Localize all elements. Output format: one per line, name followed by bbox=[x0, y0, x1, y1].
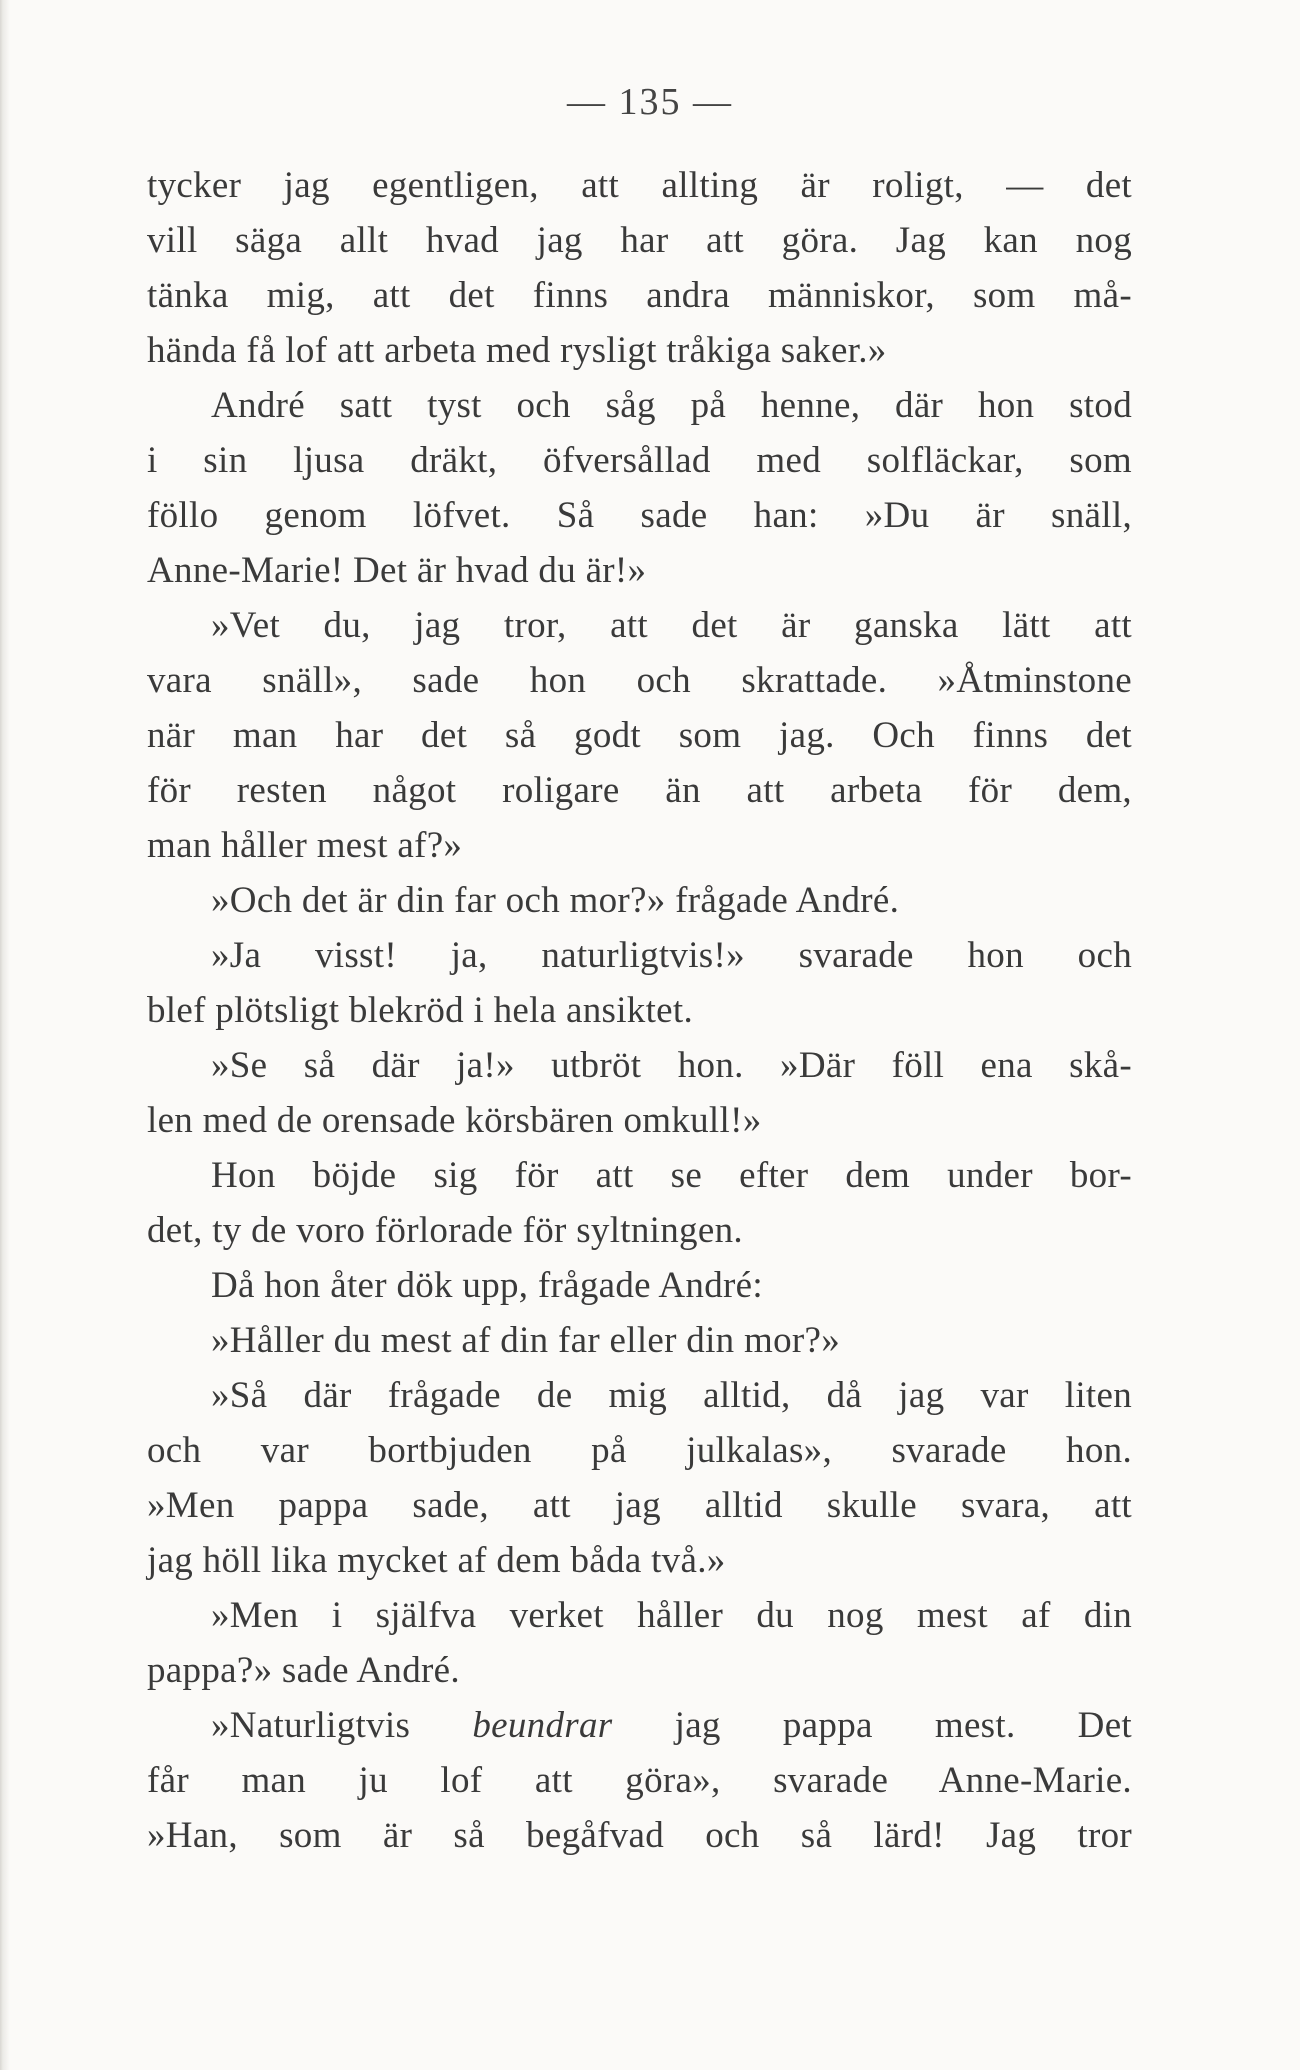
text-line: i sin ljusa dräkt, öfversållad med solfläckar, som bbox=[147, 440, 1132, 481]
text-line: Anne-Marie! Det är hvad du är!» bbox=[147, 550, 647, 591]
text-line: André satt tyst och såg på henne, där hon stod bbox=[211, 385, 1132, 426]
text-line: Då hon åter dök upp, frågade André: bbox=[211, 1265, 763, 1306]
text-line: tänka mig, att det finns andra människor, som må- bbox=[147, 275, 1132, 316]
text-line: tycker jag egentligen, att allting är roligt, — det bbox=[147, 165, 1132, 206]
text-line: man håller mest af?» bbox=[147, 825, 463, 866]
text-line: det, ty de voro förlorade för syltningen. bbox=[147, 1210, 743, 1251]
page-edge bbox=[0, 0, 10, 2070]
text-line: pappa?» sade André. bbox=[147, 1650, 460, 1691]
text-line: vill säga allt hvad jag har att göra. Jag kan nog bbox=[147, 220, 1132, 261]
text-line: »Se så där ja!» utbröt hon. »Där föll ena skå- bbox=[211, 1045, 1132, 1086]
text-line: len med de orensade körsbären omkull!» bbox=[147, 1100, 762, 1141]
text-line-emphasis bbox=[147, 1698, 1132, 1753]
text-line: får man ju lof att göra», svarade Anne-Marie. bbox=[147, 1760, 1132, 1801]
text-line: jag höll lika mycket af dem båda två.» bbox=[147, 1540, 726, 1581]
text-line: och var bortbjuden på julkalas», svarade hon. bbox=[147, 1430, 1132, 1471]
text-line: blef plötsligt blekröd i hela ansiktet. bbox=[147, 990, 694, 1031]
text-line: »Han, som är så begåfvad och så lärd! Jag tror bbox=[147, 1815, 1132, 1856]
text-line: »Men i själfva verket håller du nog mest af din bbox=[211, 1595, 1132, 1636]
text-line: Hon böjde sig för att se efter dem under bor- bbox=[211, 1155, 1132, 1196]
text-line: »Så där frågade de mig alltid, då jag var liten bbox=[211, 1375, 1132, 1416]
text-line: när man har det så godt som jag. Och finns det bbox=[147, 715, 1132, 756]
text-line: hända få lof att arbeta med rysligt tråkiga saker.» bbox=[147, 330, 887, 371]
text-line: »Men pappa sade, att jag alltid skulle svara, att bbox=[147, 1485, 1132, 1526]
text-line: för resten något roligare än att arbeta för dem, bbox=[147, 770, 1132, 811]
text-line: »Och det är din far och mor?» frågade André. bbox=[211, 880, 900, 921]
body-text bbox=[147, 158, 1132, 1863]
text-line: »Vet du, jag tror, att det är ganska lätt att bbox=[211, 605, 1132, 646]
text-line: »Ja visst! ja, naturligtvis!» svarade hon och bbox=[211, 935, 1132, 976]
text-line: vara snäll», sade hon och skrattade. »Åtminstone bbox=[147, 660, 1132, 701]
text-line: föllo genom löfvet. Så sade han: »Du är snäll, bbox=[147, 495, 1132, 536]
emphasized-word: beundrar bbox=[472, 1705, 613, 1746]
text-segment: »Naturligtvis bbox=[211, 1705, 473, 1746]
page-number: — 135 — bbox=[567, 81, 733, 123]
text-segment: jag pappa mest. Det bbox=[612, 1705, 1132, 1746]
text-line: »Håller du mest af din far eller din mor?» bbox=[211, 1320, 841, 1361]
